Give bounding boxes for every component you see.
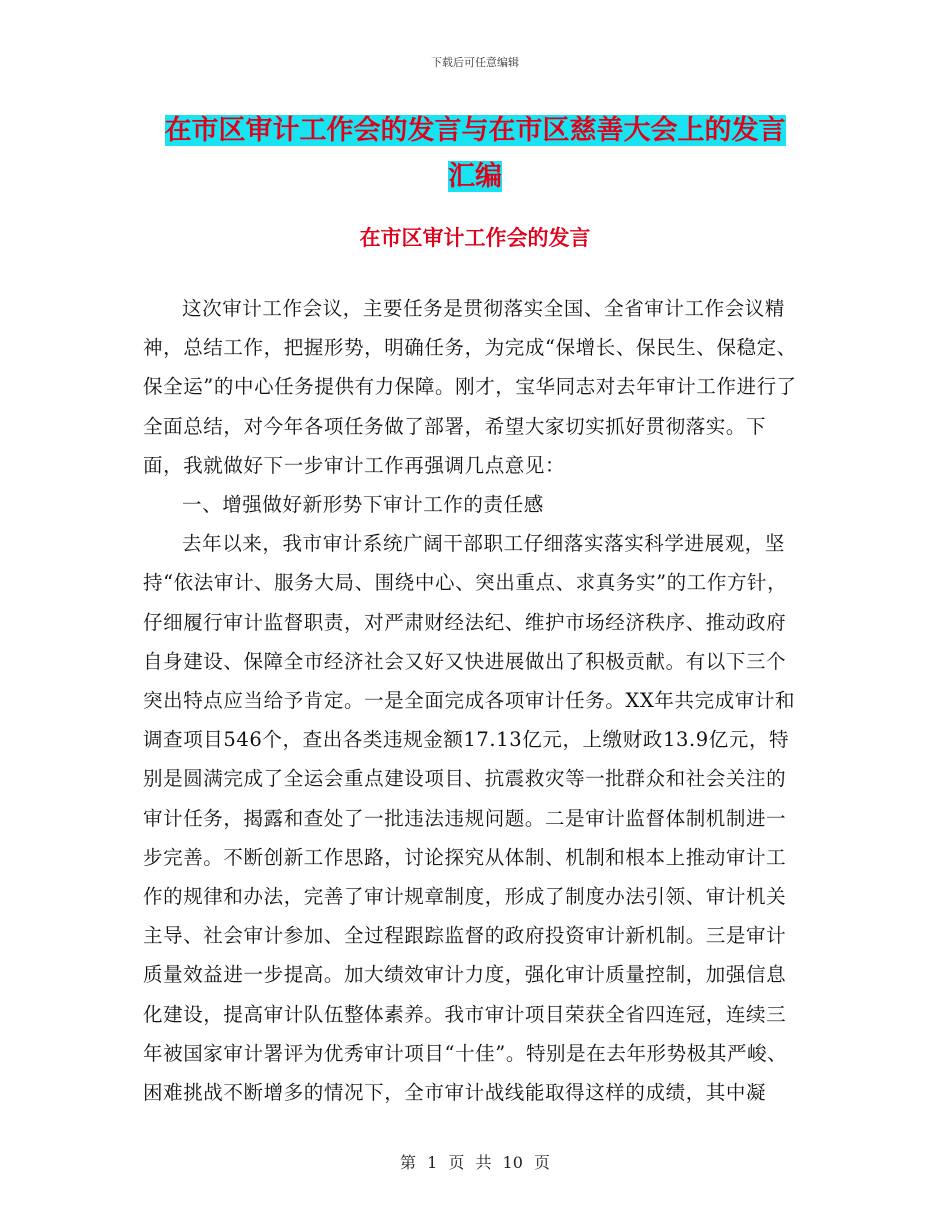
page-footer: 第 1 页 共 10 页 (400, 1153, 550, 1172)
header-note: 下载后可任意编辑 (431, 56, 519, 69)
body-text (143, 289, 805, 1112)
document-title (140, 108, 810, 200)
document-title-line2: 汇编 (448, 161, 502, 192)
paragraph-heading-1: 一、增强做好新形势下审计工作的责任感 (182, 493, 544, 517)
section-title: 在市区审计工作会的发言 (359, 226, 591, 250)
document-title-line1: 在市区审计工作会的发言与在市区慈善大会上的发言 (164, 115, 786, 146)
paragraph-review: 去年以来，我市审计系统广阔干部职工仔细落实落实科学进展观，坚持“依法审计、服务大局、围绕中心、突出重点、求真务实”的工作方针，仔细履行审计监督职责，对严肃财经法纪、维护市场经济秩序、推动政府自身建设、保障全市经济社会又好又快进展做出了积极贡献。有以下三个突出特点应当给予肯定。一是全面完成各项审计任务。XX年共完成审计和调查项目546个，查出各类违规金额17.13亿元，上缴财政13.9亿元，特别是圆满完成了全运会重点建设项目、抗震救灾等一批群众和社会关注的审计任务，揭露和查处了一批违法违规问题。二是审计监督体制机制进一步完善。不断创新工作思路，讨论探究从体制、机制和根本上推动审计工作的规律和办法，完善了审计规章制度，形成了制度办法引领、审计机关主导、社会审计参加、全过程跟踪监督的政府投资审计新机制。三是审计质量效益进一步提高。加大绩效审计力度，强化审计质量控制，加强信息化建设，提高审计队伍整体素养。我市审计项目荣获全省四连冠，连续三年被国家审计署评为优秀审计项目“十佳”。特别是在去年形势极其严峻、困难挑战不断增多的情况下，全市审计战线能取得这样的成绩，其中凝 (143, 532, 796, 1105)
paragraph-intro: 这次审计工作会议，主要任务是贯彻落实全国、全省审计工作会议精神，总结工作，把握形势，明确任务，为完成“保增长、保民生、保稳定、保全运”的中心任务提供有力保障。刚才，宝华同志对去年审计工作进行了全面总结，对今年各项任务做了部署，希望大家切实抓好贯彻落实。下面，我就做好下一步审计工作再强调几点意见： (143, 297, 797, 477)
